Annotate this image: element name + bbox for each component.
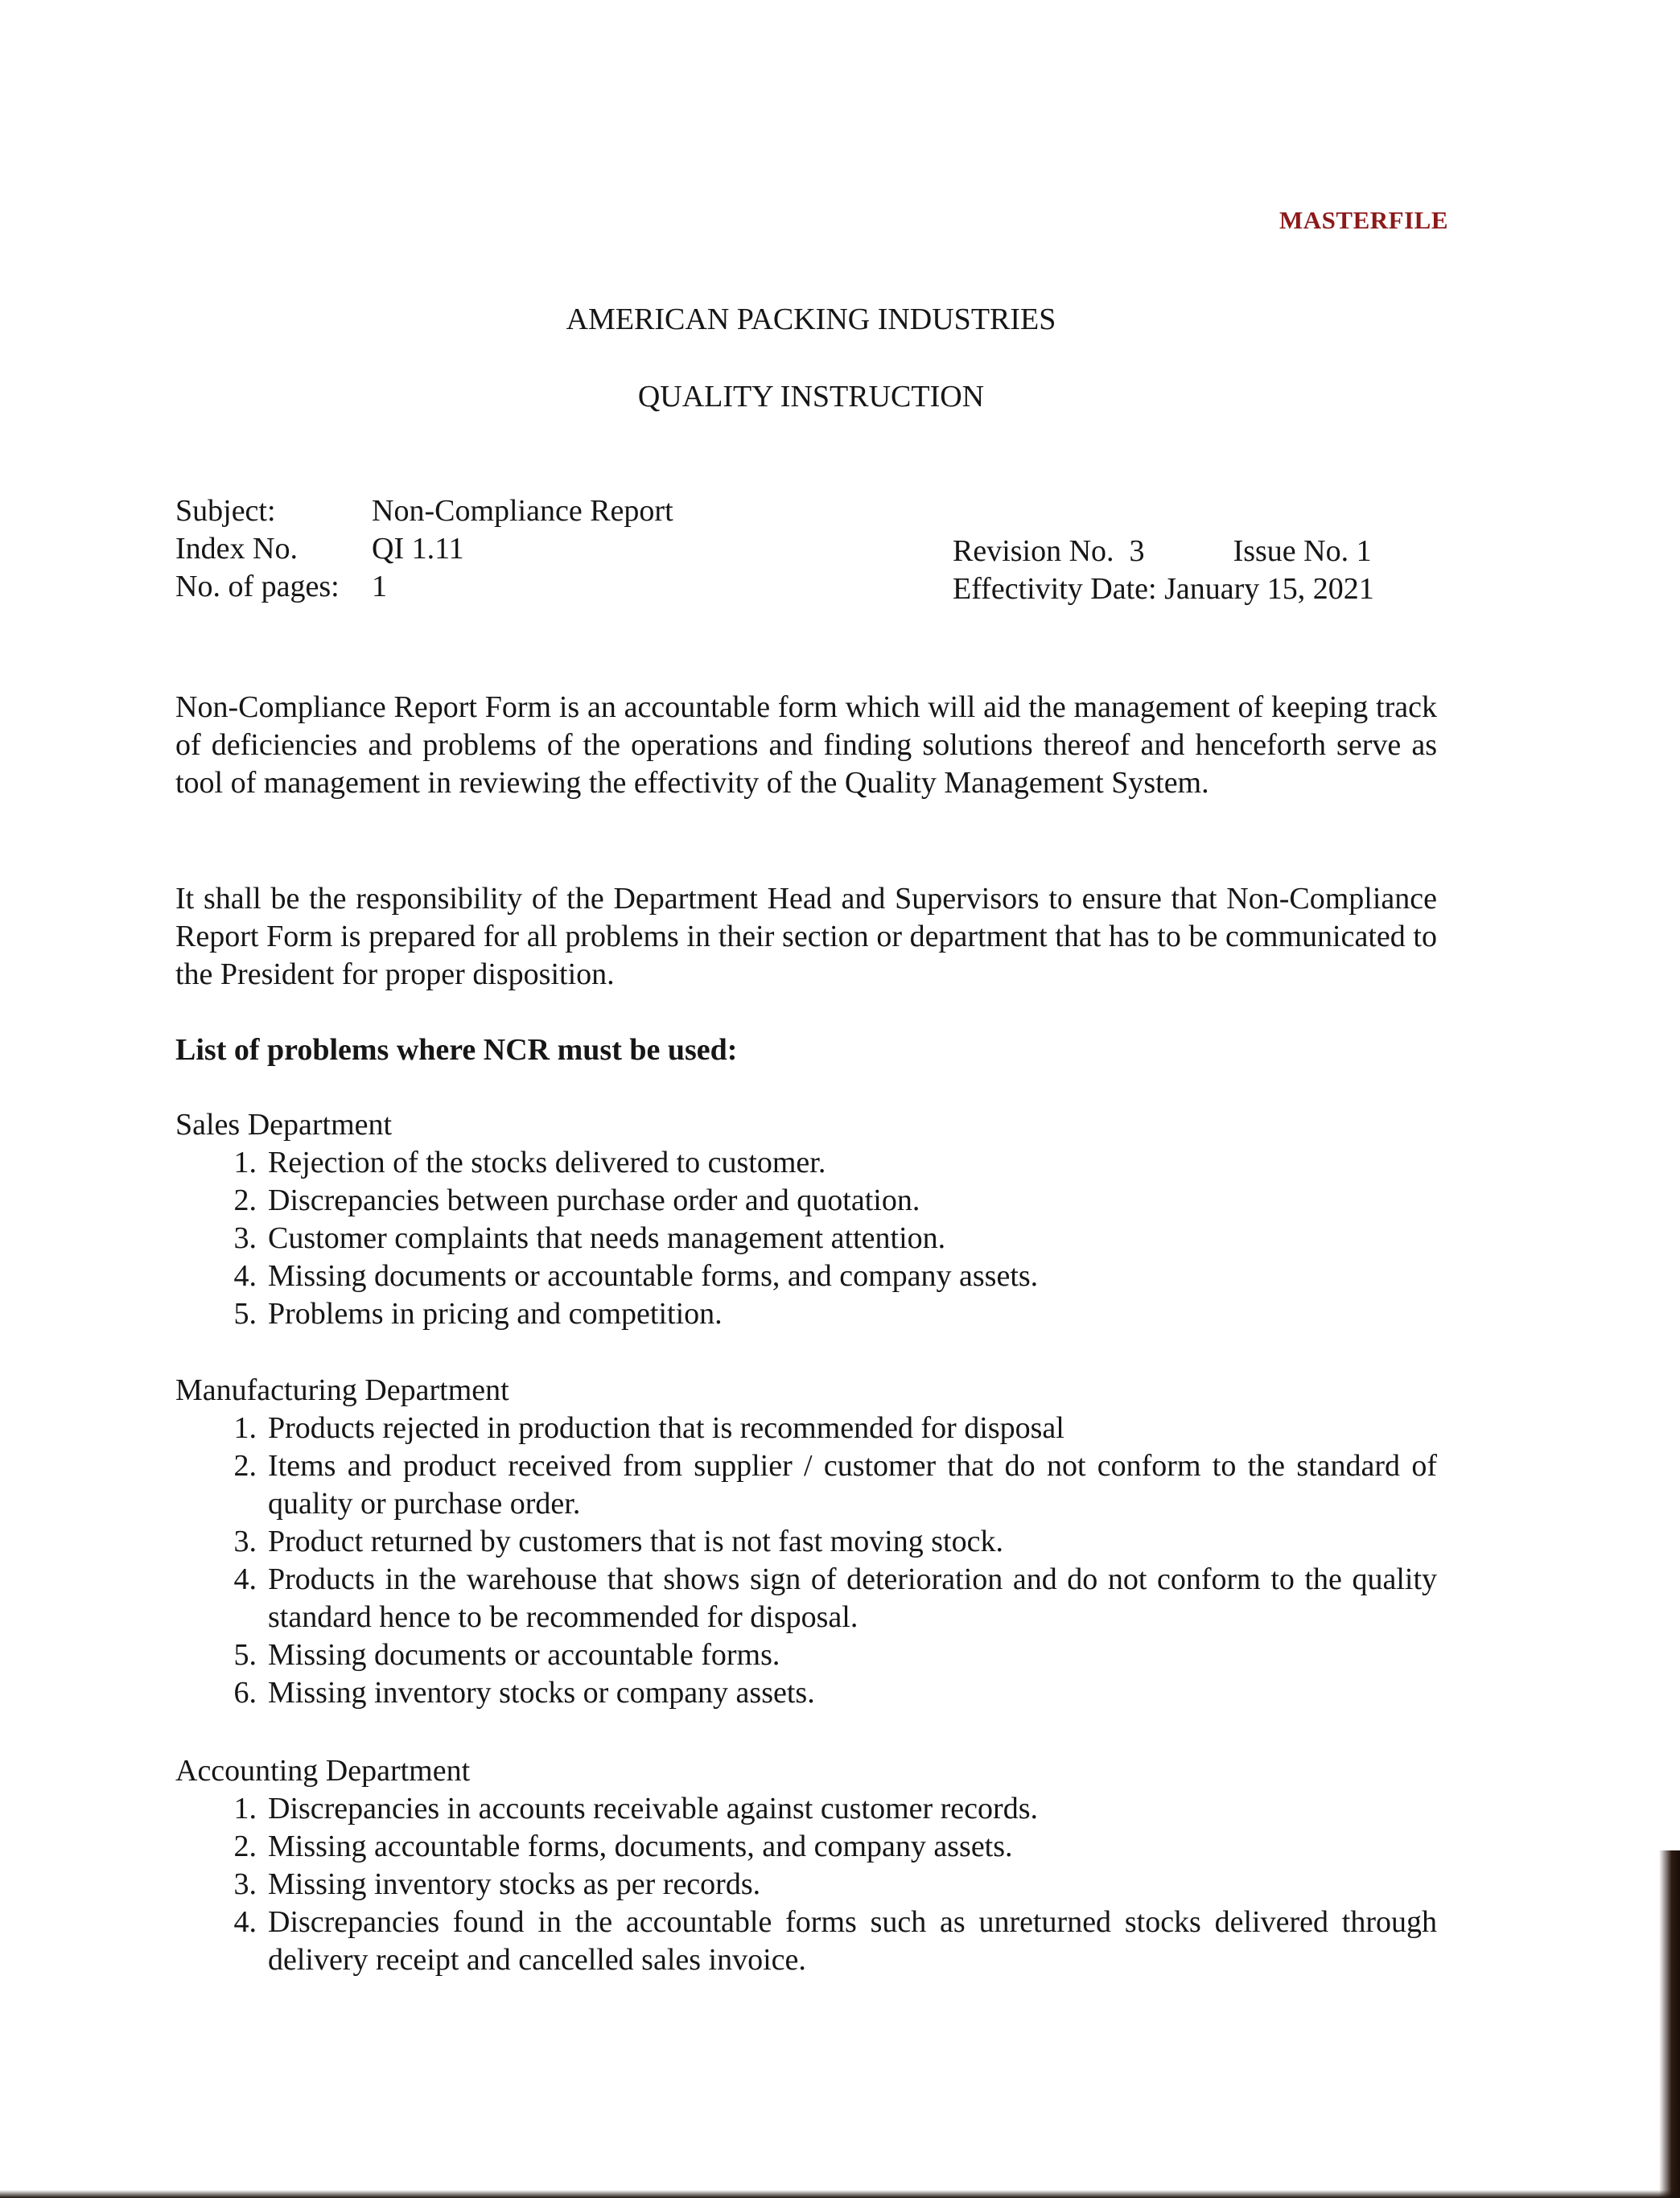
document-type: QUALITY INSTRUCTION: [637, 380, 985, 414]
item-text: Customer complaints that needs management attention.: [268, 1221, 946, 1255]
item-text: Problems in pricing and competition.: [268, 1297, 723, 1331]
item-text: Missing documents or accountable forms.: [268, 1638, 780, 1672]
company-name: AMERICAN PACKING INDUSTRIES: [566, 303, 1056, 336]
section-title: Manufacturing Department: [175, 1373, 509, 1407]
list-item: [220, 1674, 1437, 1712]
item-number: 2.: [233, 1830, 257, 1863]
index-value: QI 1.11: [372, 532, 464, 566]
issue-number: Issue No. 1: [1233, 534, 1372, 568]
item-number: 3.: [233, 1525, 257, 1558]
item-number: 4.: [233, 1562, 257, 1596]
scan-edge-shadow: [1659, 1850, 1680, 2198]
masterfile-stamp: MASTERFILE: [1279, 206, 1448, 234]
accounting-items-list: [175, 1790, 1437, 1979]
list-item: [220, 1295, 1437, 1333]
item-text: Items and product received from supplier / customer that do not conform to the standard of quality or purchase order.: [268, 1449, 1437, 1521]
revision-row: [953, 533, 1374, 570]
accounting-department-section: [175, 1752, 1437, 1979]
item-number: 5.: [233, 1297, 257, 1331]
item-text: Missing inventory stocks or company assets.: [268, 1676, 815, 1710]
list-item: [220, 1144, 1437, 1182]
list-item: [220, 1636, 1437, 1674]
sales-items-list: [175, 1144, 1437, 1333]
item-text: Discrepancies in accounts receivable against customer records.: [268, 1792, 1038, 1825]
list-item: [220, 1561, 1437, 1636]
intro-paragraph: Non-Compliance Report Form is an accountable form which will aid the management of keeping track of deficiencies and problems of the operations and finding solutions thereof and henceforth serve as tool of management in reviewing the effectivity of the Quality Management System.: [175, 690, 1437, 800]
item-text: Products in the warehouse that shows sign of deterioration and do not conform to the quality standard hence to be recommended for disposal.: [268, 1562, 1437, 1634]
item-number: 5.: [233, 1638, 257, 1672]
subject-label: Subject:: [175, 494, 276, 528]
responsibility-paragraph: It shall be the responsibility of the Department Head and Supervisors to ensure that Non-Compliance Report Form is prepared for all problems in their section or department that has to be communicated to the President for proper disposition.: [175, 882, 1437, 991]
item-number: 2.: [233, 1449, 257, 1483]
list-item: [220, 1523, 1437, 1561]
item-text: Product returned by customers that is not fast moving stock.: [268, 1525, 1003, 1558]
list-item: [220, 1447, 1437, 1523]
index-label: Index No.: [175, 532, 298, 566]
item-text: Rejection of the stocks delivered to customer.: [268, 1146, 826, 1179]
item-number: 1.: [233, 1792, 257, 1825]
item-text: Missing documents or accountable forms, and company assets.: [268, 1259, 1039, 1293]
item-text: Discrepancies between purchase order and quotation.: [268, 1183, 920, 1217]
list-item: [220, 1220, 1437, 1257]
document-meta-left: [175, 492, 673, 606]
item-number: 6.: [233, 1676, 257, 1710]
pages-value: 1: [372, 570, 387, 603]
sales-department-section: [175, 1106, 1437, 1333]
item-number: 4.: [233, 1259, 257, 1293]
item-number: 1.: [233, 1146, 257, 1179]
list-heading: List of problems where NCR must be used:: [175, 1033, 738, 1067]
list-item: [220, 1182, 1437, 1220]
subject-row: [175, 492, 673, 530]
pages-row: [175, 568, 673, 606]
manufacturing-items-list: [175, 1410, 1437, 1712]
item-number: 3.: [233, 1221, 257, 1255]
item-number: 4.: [233, 1905, 257, 1939]
list-item: [220, 1828, 1437, 1866]
item-text: Missing accountable forms, documents, and company assets.: [268, 1830, 1013, 1863]
list-item: [220, 1257, 1437, 1295]
list-item: [220, 1904, 1437, 1979]
list-item: [220, 1410, 1437, 1447]
item-text: Discrepancies found in the accountable forms such as unreturned stocks delivered through delivery receipt and cancelled sales invoice.: [268, 1905, 1437, 1977]
subject-value: Non-Compliance Report: [372, 494, 673, 528]
item-number: 2.: [233, 1183, 257, 1217]
list-item: [220, 1866, 1437, 1904]
revision-number: Revision No. 3: [953, 534, 1145, 568]
item-text: Products rejected in production that is recommended for disposal: [268, 1411, 1064, 1445]
document-meta-right: [953, 533, 1374, 608]
item-number: 1.: [233, 1411, 257, 1445]
section-title: Accounting Department: [175, 1754, 471, 1788]
manufacturing-department-section: [175, 1372, 1437, 1712]
item-text: Missing inventory stocks as per records.: [268, 1867, 761, 1901]
list-item: [220, 1790, 1437, 1828]
section-title: Sales Department: [175, 1108, 393, 1142]
item-number: 3.: [233, 1867, 257, 1901]
effectivity-date: Effectivity Date: January 15, 2021: [953, 572, 1374, 606]
scan-bottom-shadow: [0, 2190, 1680, 2198]
index-row: [175, 530, 673, 568]
pages-label: No. of pages:: [175, 570, 340, 603]
